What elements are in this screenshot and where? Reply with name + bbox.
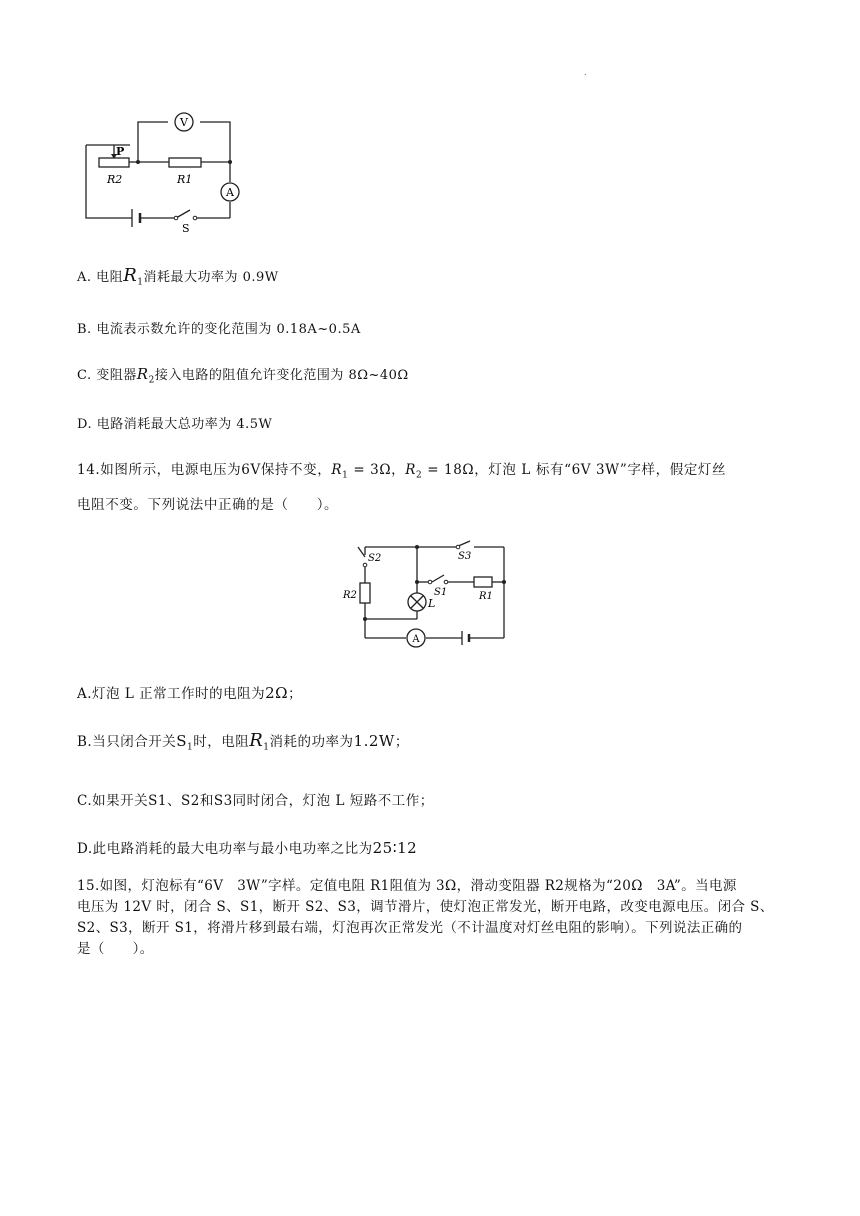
- resistor-r1: [169, 158, 201, 167]
- q14-stem: 14.如图所示，电源电压为6V保持不变，$R_1 = 3\Omega$，$R_2 = 18\Omega$，灯泡 L 标有“6V 3W”字样，假定灯丝 电阻不变。下列说法中正确的是（ ）。: [77, 462, 727, 513]
- switch-s1-icon: [428, 580, 432, 584]
- switch-s3-icon: [456, 545, 460, 549]
- resistor-r1: [474, 577, 492, 587]
- q14-option-d: D.此电路消耗的最大电功率与最小电功率之比为25∶12: [77, 839, 418, 857]
- switch-s2-icon: [363, 563, 367, 567]
- label-l: L: [428, 597, 436, 610]
- label-r2: R2: [107, 173, 123, 186]
- q14-option-b: B.当只闭合开关$S_1$时，电阻$R_1$消耗的功率为1.2W；: [77, 730, 409, 753]
- page-dot: .: [584, 68, 587, 77]
- q13-option-b: B. 电流表示数允许的变化范围为 0.18A~0.5A: [77, 322, 361, 337]
- label-s3: S3: [458, 551, 472, 562]
- q13-option-c: C. 变阻器$R_2$接入电路的阻值允许变化范围为 8Ω~40Ω: [77, 365, 409, 386]
- label-s: S: [182, 222, 190, 235]
- q14-option-a: A.灯泡 L 正常工作时的电阻为2Ω；: [77, 684, 303, 702]
- label-r1: R1: [479, 591, 493, 602]
- label-s1: S1: [434, 587, 448, 598]
- label-p: P: [116, 145, 125, 158]
- q13-option-d: D. 电路消耗最大总功率为 4.5W: [77, 417, 273, 432]
- label-r1: R1: [177, 173, 193, 186]
- label-s2: S2: [368, 553, 382, 564]
- label-r2: R2: [343, 590, 357, 601]
- q13-option-a: A. 电阻$R_1$消耗最大功率为 0.9W: [77, 265, 279, 288]
- circuit-diagram-q13: [70, 100, 260, 240]
- svg-text:A: A: [412, 634, 420, 645]
- q14-option-c: C.如果开关S1、S2和S3同时闭合，灯泡 L 短路不工作；: [77, 793, 434, 809]
- circuit-diagram-q14: [338, 535, 518, 653]
- svg-text:V: V: [180, 116, 188, 129]
- q15-stem: 15.如图，灯泡标有“6V 3W”字样。定值电阻 R1阻值为 3Ω，滑动变阻器 R2规格为“20Ω 3A”。当电源 电压为 12V 时，闭合 S、S1，断开 S2、S3，调节滑片，使灯泡正常发光，断开电路，改变电源电压。闭合 S、 S2、S3，断开 S1，将滑片移到最右端，灯泡再次正常发光（不计温度对灯丝电阻的影响）。下列说法正确的 是（ ）。: [77, 878, 774, 957]
- resistor-r2: [360, 583, 370, 603]
- resistor-r2: [99, 158, 129, 167]
- switch-icon: [193, 216, 197, 220]
- svg-text:A: A: [226, 186, 234, 199]
